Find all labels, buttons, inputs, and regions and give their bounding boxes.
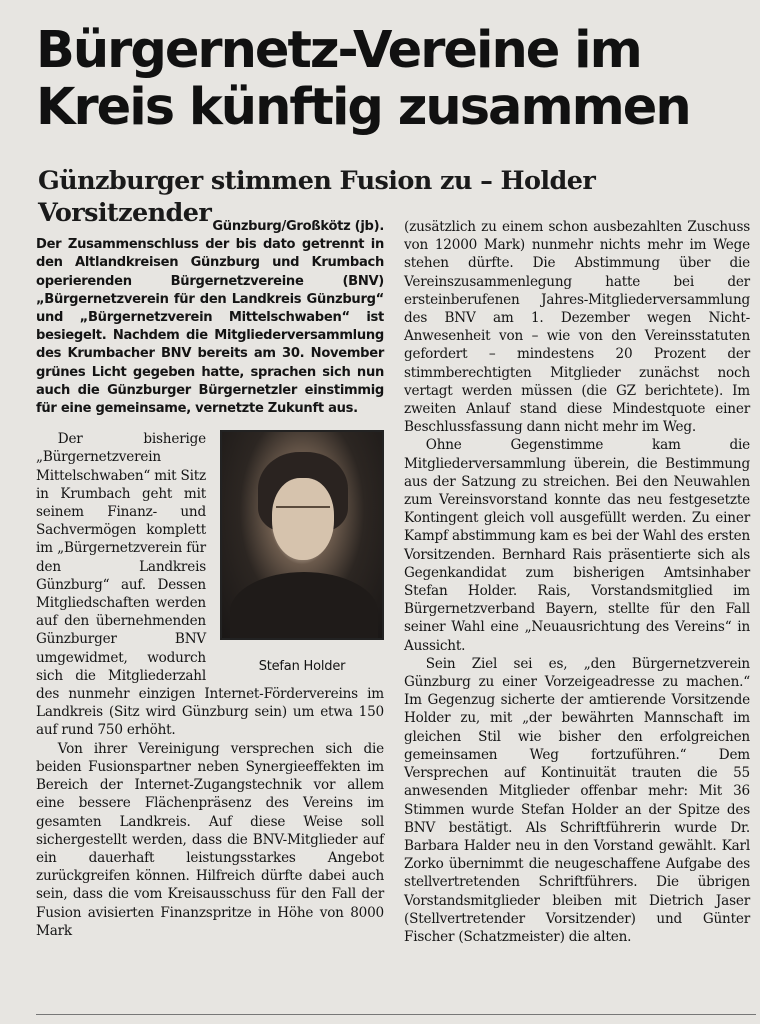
- photo-figure: [220, 430, 384, 676]
- lead-paragraph: [36, 218, 384, 418]
- body-paragraph: Der bisherige „Bürgernetzverein Mittelschwaben“ mit Sitz in Krumbach geht mit seinem Finanz- und Sachvermögen komplett im „Bürgernetzverein für den Landkreis Günzburg“ auf. Dessen Mitgliedschaften werden auf den übernehmenden Günzburger BNV umgewidmet, wodurch sich die Mitgliederzahl des nunmehr einzigen Internet-Fördervereins im Landkreis (Sitz wird Günzburg sein) um etwa 150 auf rund 750 erhöht.: [36, 431, 384, 739]
- dateline: Günzburg/Großkötz (jb).: [212, 219, 384, 234]
- photo-caption: Stefan Holder: [258, 659, 346, 675]
- body-paragraph: Sein Ziel sei es, „den Bürgernetzverein Günzburg zu einer Vorzeigeadresse zu machen.“ Im Gegenzug sicherte der amtierende Vorsitzende Holder zu, mit „der bewährten Mannschaft im gleichen Stil wie bisher den erfolgreichen gemeinsamen Weg fortzuführen.“ Dem Versprechen auf Kontinuität trauten die 55 anwesenden Mitglieder offenbar mehr: Mit 36 Stimmen wurde Stefan Holder an der Spitze des BNV bestätigt. Als Schriftführerin wurde Dr. Barbara Halder neu in den Vorstand gewählt. Karl Zorko übernimmt die neugeschaffene Aufgabe des stellvertretenden Schriftführers. Die übrigen Vorstandsmitglieder bleiben mit Dietrich Jaser (Stellvertretender Vorsitzender) und Günter Fischer (Schatzmeister) die alten.: [404, 655, 750, 945]
- body-paragraph: Ohne Gegenstimme kam die Mitgliederversammlung überein, die Bestimmung aus der Satzung zu streichen. Bei den Neuwahlen zum Vereinsvorstand konnte das neu festgesetzte Kontingent gleich voll ausgefüllt werden. Zu einer Kampf abstimmung kam es bei der Wahl des ersten Vorsitzenden. Bernhard Rais präsentierte sich als Gegenkandidat zum bisherigen Amtsinhaber Stefan Holder. Rais, Vorstandsmitglied im Bürgernetzverband Bayern, stellte für den Fall seiner Wahl eine „Neuausrichtung des Vereins“ in Aussicht.: [404, 437, 750, 654]
- subheadline: Günzburger stimmen Fusion zu – Holder Vorsitzender: [38, 166, 596, 228]
- body-paragraph: Von ihrer Vereinigung versprechen sich die beiden Fusionspartner neben Synergieeffekten im Bereich der Internet-Zugangstechnik vor allem eine bessere Flächenpräsenz des Vereins im gesamten Landkreis. Auf diese Weise soll sichergestellt werden, dass die BNV-Mitglieder auf ein dauerhaft leistungsstarkes Angebot zurückgreifen können. Hilfreich dürfte dabei auch sein, dass die vom Kreisausschuss für den Fall der Fusion avisierten Finanzspritze in Höhe von 8000 Mark: [36, 740, 384, 939]
- left-column: [36, 218, 384, 1018]
- portrait-photo: [220, 430, 384, 640]
- bottom-rule: [36, 1014, 756, 1015]
- body-paragraph: (zusätzlich zu einem schon ausbezahlten Zuschuss von 12000 Mark) nunmehr nichts mehr im Wege stehen dürfte. Die Abstimmung über die Vereinszusammenlegung hatte bei der ersteinberufenen Jahres-Mitgliederversammlung des BNV am 1. Dezember wegen Nicht-Anwesenheit von – wie von den Vereinsstatuten gefordert – mindestens 20 Prozent der stimmberechtigten Mitglieder zunächst noch vertagt werden müssen (die GZ berichtete). Im zweiten Anlauf stand diese Mindestquote einer Beschlussfassung dann nicht mehr im Weg.: [404, 219, 750, 436]
- headline: Bürgernetz-Vereine im Kreis künftig zusammen: [36, 21, 690, 137]
- lead-text: Der Zusammenschluss der bis dato getrennt in den Altlandkreisen Günzburg und Krumbach operierenden Bürgernetzvereine (BNV) „Bürgernetzverein für den Landkreis Günzburg“ und „Bürgernetzverein Mittelschwaben“ ist besiegelt. Nachdem die Mitgliederversammlung des Krumbacher BNV bereits am 30. November grünes Licht gegeben hatte, sprachen sich nun auch die Günzburger Bürgernetzler einstimmig für eine gemeinsame, vernetzte Zukunft aus.: [36, 237, 384, 417]
- right-column: [404, 218, 750, 1018]
